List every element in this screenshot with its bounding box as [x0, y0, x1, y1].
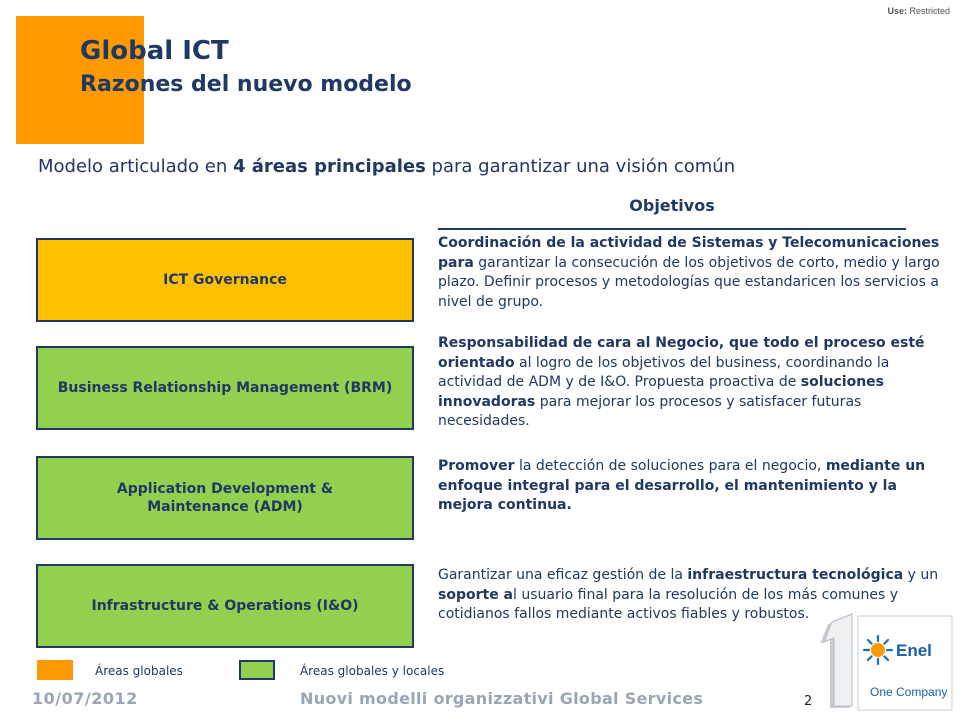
description-emphasis: Responsabilidad de cara al Negocio, que todo el proceso esté orientado	[438, 335, 925, 371]
enel-tagline-text: One Company	[870, 685, 948, 699]
area-box-io	[36, 564, 414, 648]
legend-swatch-global-local	[239, 660, 275, 680]
area-box-brm	[36, 346, 414, 430]
area-description-brm	[438, 334, 954, 432]
lead-sentence: Modelo articulado en 4 áreas principales para garantizar una visión común	[38, 156, 736, 177]
description-text: la detección de soluciones para el negocio,	[514, 458, 826, 474]
area-description-governance	[438, 234, 954, 312]
page-number: 2	[804, 694, 813, 709]
legend-swatch-global	[37, 660, 73, 680]
objectives-underline	[438, 228, 906, 230]
description-emphasis: infraestructura tecnológica	[687, 567, 904, 583]
description-text: al logro de los objetivos del business, coordinando la actividad de ADM y de I&O. Propuesta proactiva de	[438, 354, 890, 391]
footer-title: Nuovi modelli organizzativi Global Services	[300, 689, 704, 708]
lead-emphasis: 4 áreas principales	[232, 156, 426, 177]
area-label: Infrastructure & Operations (I&O)	[91, 597, 359, 614]
page-subtitle: Razones del nuevo modelo	[80, 72, 412, 97]
area-label: Business Relationship Management (BRM)	[57, 379, 393, 396]
description-emphasis: Coordinación de la actividad de Sistemas y Telecomunicaciones para	[438, 235, 940, 271]
description-text: garantizar la consecución de los objetivos de corto, medio y largo plazo. Definir procesos y metodologías que estandaricen los servicios a nivel de grupo.	[438, 254, 940, 310]
area-box-adm	[36, 456, 414, 540]
description-text: y un	[903, 567, 939, 583]
objectives-heading: Objetivos	[629, 196, 715, 215]
area-label: ICT Governance	[163, 271, 287, 288]
enel-brand-text: Enel	[896, 641, 932, 660]
legend-label-global: Áreas globales	[95, 664, 183, 678]
legend-label-global-local: Áreas globales y locales	[300, 664, 445, 678]
description-emphasis: soluciones innovadoras	[438, 374, 885, 410]
description-text: l usuario final para la resolución de los más comunes y cotidianos fallos mediante activos fiables y robustos.	[438, 586, 898, 623]
area-label: Application Development & Maintenance (ADM)	[116, 480, 334, 515]
description-emphasis: soporte a	[438, 586, 514, 603]
enel-logo-graphic	[806, 612, 954, 712]
area-box-governance	[36, 238, 414, 322]
description-emphasis: mediante un enfoque integral para el desarrollo, el mantenimiento y la mejora continua.	[438, 458, 926, 514]
page-title: Global ICT	[80, 36, 229, 66]
description-text: para mejorar los procesos y satisfacer futuras necesidades.	[438, 393, 862, 430]
description-emphasis: Promover	[438, 458, 515, 474]
use-restricted-label: Use: Restricted	[887, 6, 950, 16]
footer-date: 10/07/2012	[32, 689, 138, 708]
area-description-adm	[438, 457, 954, 516]
description-text: Garantizar una eficaz gestión de la	[438, 567, 688, 583]
enel-one-company-logo	[806, 612, 954, 712]
